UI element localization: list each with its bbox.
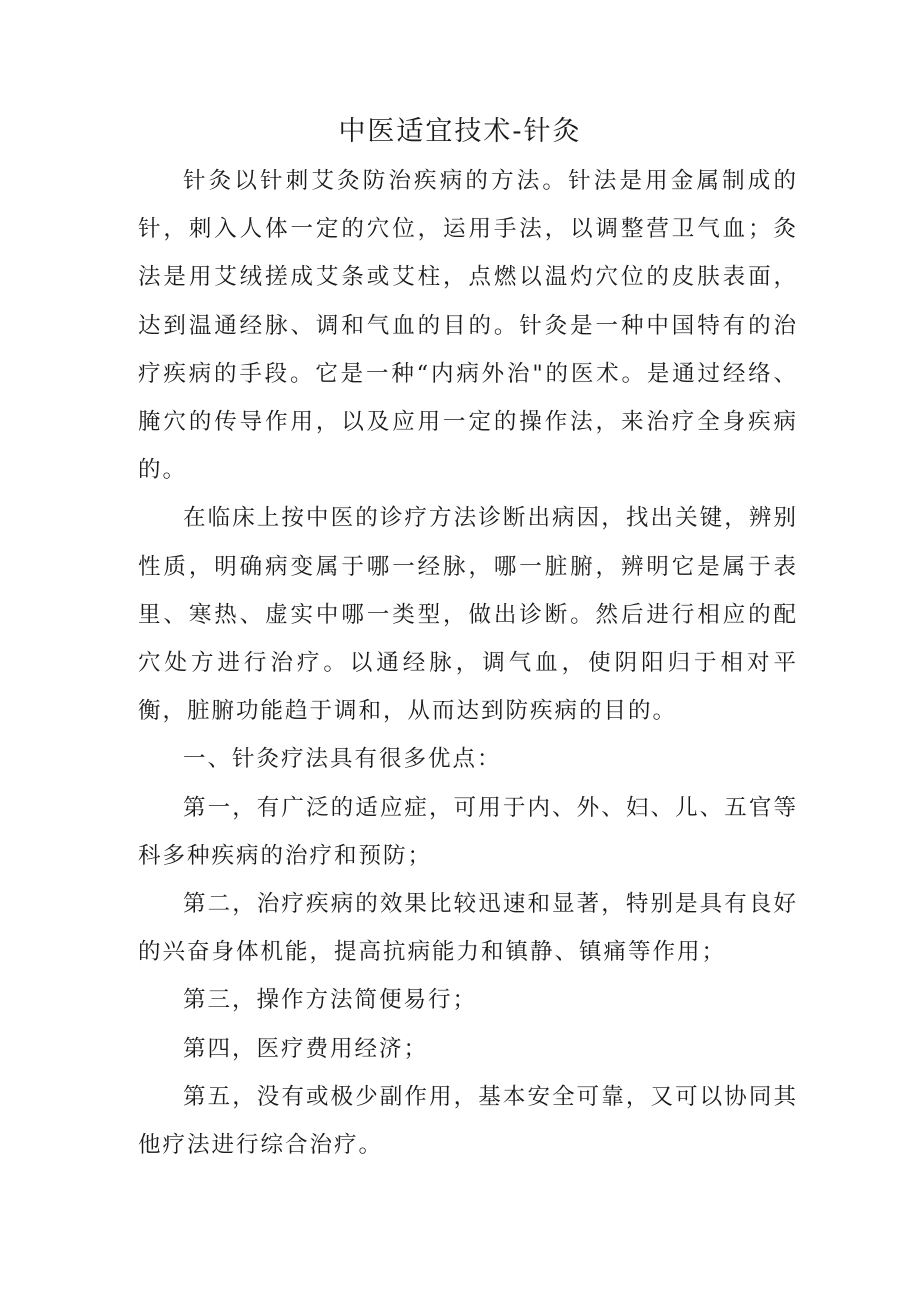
paragraph-clinical: 在临床上按中医的诊疗方法诊断出病因，找出关键，辨别性质，明确病变属于哪一经脉，哪一脏腑，辨明它是属于表里、寒热、虚实中哪一类型，做出诊断。然后进行相应的配穴处方进行治疗。以通经脉，调气血，使阴阳归于相对平衡，脏腑功能趋于调和，从而达到防疾病的目的。 [138, 505, 798, 725]
paragraph-advantage-3: 第三，操作方法简便易行； [183, 987, 478, 1014]
paragraph-intro: 针灸以针刺艾灸防治疾病的方法。针法是用金属制成的针，刺入人体一定的穴位，运用手法，以调整营卫气血；灸法是用艾绒搓成艾条或艾柱，点燃以温灼穴位的皮肤表面，达到温通经脉、调和气血的目的。针灸是一种中国特有的治疗疾病的手段。它是一种“内病外治"的医术。是通过经络、腌穴的传导作用，以及应用一定的操作法，来治疗全身疾病的。 [138, 168, 798, 484]
paragraph-advantage-2: 第二，治疗疾病的效果比较迅速和显著，特别是具有良好的兴奋身体机能，提高抗病能力和镇静、镇痛等作用； [138, 891, 798, 966]
document-body [138, 157, 798, 1169]
page-title: 中医适宜技术-针灸 [338, 116, 582, 147]
paragraph-advantage-1: 第一，有广泛的适应症，可用于内、外、妇、儿、五官等科多种疾病的治疗和预防； [138, 794, 798, 869]
paragraph-advantage-5: 第五，没有或极少副作用，基本安全可靠，又可以协同其他疗法进行综合治疗。 [138, 1083, 798, 1159]
paragraph-advantages-heading: 一、针灸疗法具有很多优点： [183, 746, 502, 773]
paragraph-advantage-4: 第四，医疗费用经济； [183, 1035, 429, 1062]
